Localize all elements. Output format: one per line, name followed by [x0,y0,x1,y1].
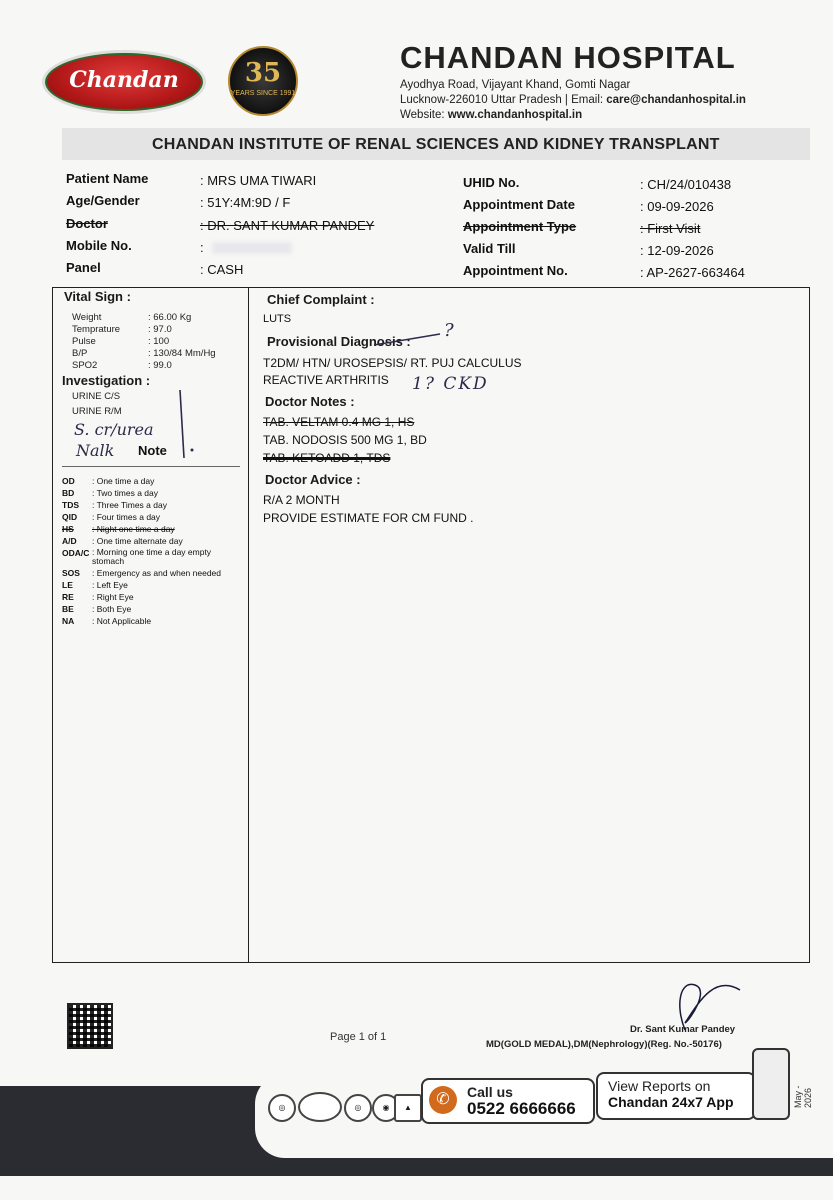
valid-till: : 12-09-2026 [640,243,714,258]
doctor-advice-title: Doctor Advice : [265,472,361,487]
appointment-type-label: Appointment Type [463,219,577,234]
appointment-no: : AP-2627-663464 [640,265,745,280]
uhid-label: UHID No. [463,175,520,190]
vital-key: SPO2 [72,360,98,371]
abbr-value: : Four times a day [92,512,161,522]
abbr-key: SOS [62,568,80,578]
app-line-1: View Reports on [608,1078,711,1094]
vital-key: Temprature [72,324,121,335]
abbr-key: OD [62,476,75,486]
handwritten-question-mark: ? [444,320,454,341]
mobile-redacted [212,242,292,254]
logo-text: Chandan [69,67,179,93]
website-link[interactable]: www.chandanhospital.in [447,109,583,121]
section-divider [62,466,240,467]
valid-till-label: Valid Till [463,241,516,256]
abbr-key: BE [62,604,74,614]
diagnosis-line-1: T2DM/ HTN/ UROSEPSIS/ RT. PUJ CALCULUS [263,356,522,370]
mobile-number: : [200,240,204,255]
certification-icon: ◉ [372,1094,400,1122]
mobile-label: Mobile No. [66,238,132,253]
abbr-value: : One time a day [92,476,155,486]
abbr-value: : One time alternate day [92,536,183,546]
note-line: TAB. VELTAM 0.4 MG 1, HS [263,415,415,429]
advice-line: R/A 2 MONTH [263,493,340,507]
uhid-value: : CH/24/010438 [640,177,732,192]
appointment-date-label: Appointment Date [463,197,575,212]
call-us-box[interactable] [421,1078,595,1124]
address-line-1: Ayodhya Road, Vijayant Khand, Gomti Nagar [400,79,631,91]
mobile-phone-image [752,1048,790,1120]
certification-icon: ◎ [344,1094,372,1122]
page-number: Page 1 of 1 [330,1031,387,1043]
abbr-value: : Emergency as and when needed [92,568,222,578]
address-line-2: Lucknow-226010 Uttar Pradesh | Email: [400,94,607,106]
anniversary-badge [228,46,298,116]
patient-name: : MRS UMA TIWARI [200,173,317,188]
app-promo-box[interactable] [596,1072,756,1120]
badge-sub: YEARS SINCE 1991 [230,90,296,97]
abbreviation-legend [62,476,244,628]
vital-value: : 97.0 [148,324,172,335]
appointment-date: : 09-09-2026 [640,199,714,214]
provisional-diagnosis-title: Provisional Diagnosis : [267,334,411,349]
vital-list [72,312,242,372]
age-gender-label: Age/Gender [66,193,140,208]
abbr-value: : Right Eye [92,592,134,602]
month-tag: May - 2026 [793,1085,813,1108]
doctor-name: : DR. SANT KUMAR PANDEY [200,218,375,233]
handwritten-investigation-1: S. cr/urea [74,420,154,439]
vital-sign-title: Vital Sign : [64,289,131,304]
vital-value: : 99.0 [148,360,172,371]
advice-line: PROVIDE ESTIMATE FOR CM FUND . [263,511,474,525]
note-label: Note [138,443,167,458]
panel-label: Panel [66,260,101,275]
app-line-2: Chandan 24x7 App [608,1094,734,1110]
note-line: TAB. NODOSIS 500 MG 1, BD [263,433,427,447]
vital-key: B/P [72,348,88,359]
abbr-value: : Not Applicable [92,616,152,626]
abbr-value: : Morning one time a day empty stomach [92,547,212,566]
abbr-value: : Left Eye [92,580,128,590]
abbr-value: : Night one time a day [92,524,175,534]
chief-complaint: LUTS [263,313,292,325]
department-banner [62,128,810,160]
vital-key: Pulse [72,336,96,347]
certification-icon [298,1092,342,1122]
abbr-key: HS [62,524,74,534]
abbr-value: : Two times a day [92,488,158,498]
vital-value: : 66.00 Kg [148,312,192,323]
chandan-logo [42,50,206,114]
email-link[interactable]: care@chandanhospital.in [606,94,746,106]
doctor-signature-name: Dr. Sant Kumar Pandey [630,1024,736,1035]
age-gender: : 51Y:4M:9D / F [200,195,291,210]
doctor-label: Doctor [66,216,108,231]
note-line: TAB. KETOADD 1, TDS [263,451,391,465]
abbr-key: TDS [62,500,79,510]
abbr-key: RE [62,592,74,602]
abbr-key: ODA/C [62,548,90,558]
vital-key: Weight [72,312,102,323]
handwritten-investigation-2: Nalk [76,441,115,460]
call-label: Call us [467,1084,513,1100]
vital-value: : 100 [148,336,170,347]
chief-complaint-title: Chief Complaint : [267,292,375,307]
vital-value: : 130/84 Mm/Hg [148,348,216,359]
investigation-title: Investigation : [62,373,151,388]
call-number[interactable]: 0522 6666666 [467,1099,576,1118]
patient-name-label: Patient Name [66,171,149,186]
address-line-3: Website: [400,109,448,121]
badge-number: 35 [244,58,282,88]
certification-icon: ▲ [394,1094,422,1122]
phone-icon: ✆ [429,1086,457,1114]
department-title: CHANDAN INSTITUTE OF RENAL SCIENCES AND KIDNEY TRANSPLANT [152,136,720,153]
doctor-notes-title: Doctor Notes : [265,394,355,409]
panel-value: : CASH [200,262,244,277]
handwritten-diagnosis: 1? CKD [412,374,489,394]
hospital-address [400,78,746,123]
abbr-value: : Three Times a day [92,500,167,510]
certification-icon: ◎ [268,1094,296,1122]
handwritten-bracket-stroke [170,388,200,468]
investigation-item: URINE R/M [72,406,122,417]
abbr-value: : Both Eye [92,604,132,614]
abbr-key: A/D [62,536,77,546]
column-divider [248,287,249,963]
abbr-key: NA [62,616,75,626]
abbr-key: LE [62,580,73,590]
qr-code [67,1003,113,1049]
abbr-key: BD [62,488,75,498]
diagnosis-line-2: REACTIVE ARTHRITIS [263,373,389,387]
investigation-item: URINE C/S [72,391,121,402]
appointment-no-label: Appointment No. [463,263,568,278]
appointment-type: : First Visit [640,221,701,236]
hospital-name: CHANDAN HOSPITAL [400,40,736,75]
doctor-qualification: MD(GOLD MEDAL),DM(Nephrology)(Reg. No.-50176) [486,1039,722,1050]
handwritten-strike-stroke [372,330,452,350]
abbr-key: QID [62,512,78,522]
